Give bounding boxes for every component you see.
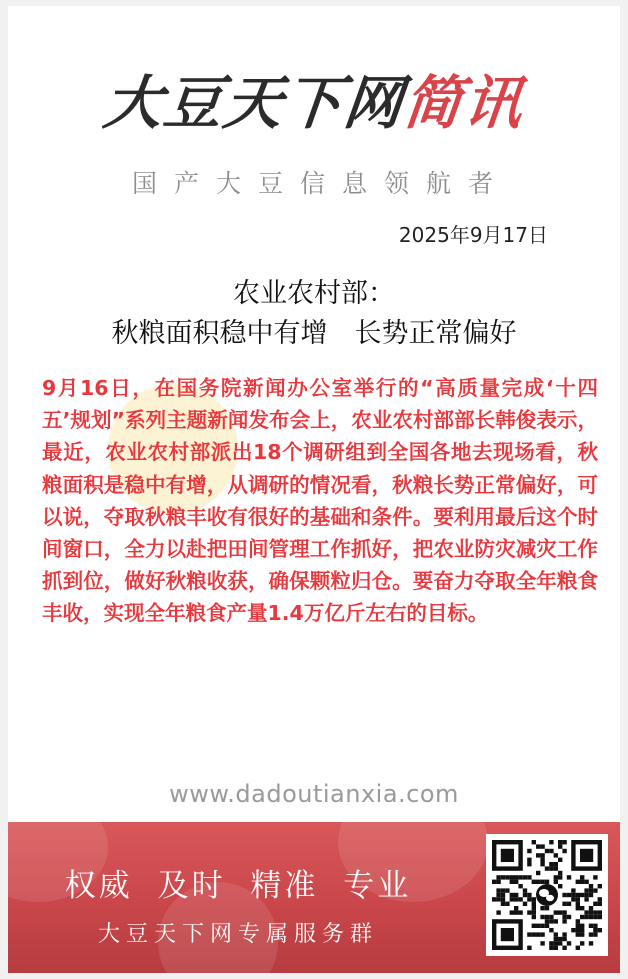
service-group-name: 大豆天下网专属服务群: [97, 922, 378, 947]
headline: [8, 274, 620, 354]
qr-code-graphic: [486, 834, 608, 956]
website-url: www.dadoutianxia.com: [169, 780, 459, 808]
tagline: 国产大豆信息领航者: [131, 169, 510, 198]
news-card: [8, 6, 620, 973]
site-logo: [8, 69, 620, 137]
wechat-qr-code-icon[interactable]: [486, 834, 608, 956]
logo-accent-text: 简讯: [400, 69, 528, 137]
slogan: 权威 及时 精准 专业: [64, 868, 412, 904]
headline-line-2: 秋粮面积稳中有增 长势正常偏好: [111, 318, 517, 349]
headline-line-1: 农业农村部：: [233, 278, 395, 309]
footer-banner: [8, 822, 620, 973]
publish-date: 2025年9月17日: [398, 223, 548, 247]
logo-main-text: 大豆天下网: [100, 69, 408, 137]
article-body: 9月16日，在国务院新闻办公室举行的“高质量完成‘十四五’规划”系列主题新闻发布会上，农业农村部部长韩俊表示，最近，农业农村部派出18个调研组到全国各地去现场看，秋粮面积是稳中有增，从调研的情况看，秋粮长势正常偏好，可以说，夺取秋粮丰收有很好的基础和条件。要利用最后这个时间窗口，全力以赴把田间管理工作抓好，把农业防灾减灾工作抓到位，做好秋粮收获，确保颗粒归仓。要奋力夺取全年粮食丰收，实现全年粮食产量1.4万亿斤左右的目标。: [42, 376, 598, 626]
